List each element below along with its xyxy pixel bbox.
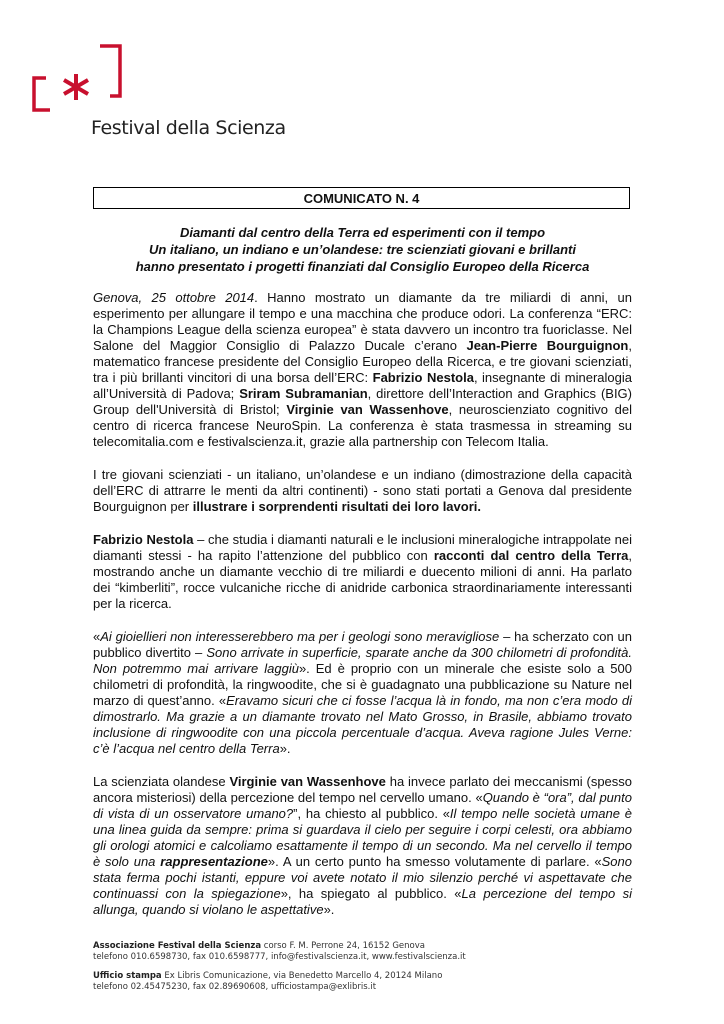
- paragraph: [93, 629, 632, 757]
- text-run: », ha spiegato al pubblico. «: [280, 886, 462, 901]
- paragraph: [93, 467, 632, 515]
- bracket-asterisk-logo-icon: [24, 40, 144, 120]
- festival-logo: [24, 40, 286, 140]
- footer-press-line: [93, 971, 513, 982]
- text-run: ”, ha chiesto al pubblico. «: [293, 806, 450, 821]
- footer-assoc-contacts: telefono 010.6598730, fax 010.6598777, info@festivalscienza.it, www.festivalscienza.it: [93, 952, 466, 962]
- paragraph: [93, 532, 632, 612]
- footer-assoc-name: Associazione Festival della Scienza: [93, 941, 262, 951]
- footer-assoc-address: corso F. M. Perrone 24, 16152 Genova: [261, 941, 425, 951]
- headline: [93, 224, 632, 275]
- text-run: Sono arrivate in superficie, sparate anche da 300 chilometri di profondità. Non potremmo mai arrivare laggiù: [93, 645, 632, 676]
- comunicato-title: COMUNICATO N. 4: [93, 187, 630, 209]
- footer-press-name: Ufficio stampa: [93, 971, 162, 981]
- text-run: Ai gioiellieri non interesserebbero ma per i geologi sono meravigliose: [100, 629, 500, 644]
- text-run: ». A un certo punto ha smesso volutamente di parlare. «: [267, 854, 602, 869]
- text-run: Virginie van Wassenhove: [229, 774, 386, 789]
- text-run: Sono stata ferma pochi istanti, eppure voi avete notato il mio silenzio perché vi aspettavate che continuassi con la spiegazione: [93, 854, 632, 901]
- text-run: La percezione del tempo si allunga, quando si violano le aspettative: [93, 886, 632, 917]
- text-run: Il tempo nelle società umane è una linea guida da sempre: prima si guardava il cielo per seguire i corpi celesti, ora abbiamo gli orologi atomici e calcoliamo esattamente il tempo di un secondo. Ma nel cervello il tempo è solo una: [93, 806, 632, 869]
- text-run: Eravamo sicuri che ci fosse l’acqua là in fondo, ma non c’era modo di dimostrarlo. Ma grazie a un diamante trovato nel Mato Grosso, in Brasile, abbiamo trovato inclusione di ringwoodite con una piccola percentuale d’acqua. Aveva ragione Jules Verne: c’è l’acqua nel centro della Terra: [93, 693, 632, 756]
- text-run: Virginie van Wassenhove: [286, 402, 449, 417]
- footer: [93, 941, 513, 993]
- footer-press-address: Ex Libris Comunicazione, via Benedetto Marcello 4, 20124 Milano: [161, 971, 443, 981]
- text-run: «: [93, 629, 101, 644]
- text-run: ».: [279, 741, 291, 756]
- text-run: Sriram Subramanian: [239, 386, 368, 401]
- footer-assoc-line: [93, 941, 513, 952]
- text-run: racconti dal centro della Terra: [433, 548, 629, 563]
- text-run: – ha scherzato con un pubblico divertito –: [93, 629, 633, 660]
- text-run: ». Ed è proprio con un minerale che esiste solo a 500 chilometri di profondità, la ringwoodite, che si è guadagnato una pubblicazione su Nature nel marzo di quest’anno. «: [93, 661, 632, 708]
- logo-text: Festival della Scienza: [91, 117, 286, 139]
- article-body: [93, 290, 632, 935]
- text-run: , matematico francese presidente del Consiglio Europeo della Ricerca, e tre giovani scienziati, tra i più brillanti vincitori di una borsa dell’ERC:: [93, 338, 632, 385]
- text-run: Fabrizio Nestola: [93, 532, 194, 547]
- headline-line-2: Un italiano, un indiano e un’olandese: tre scienziati giovani e brillanti: [149, 242, 576, 257]
- text-run: , mostrando anche un diamante vecchio di tre miliardi e duecento milioni di anni. Ha parlato dei “kimberliti”, rocce vulcaniche ricche di anidride carbonica straordinariamente interessanti per la ricerca.: [93, 548, 633, 611]
- footer-press-contacts: telefono 02.45475230, fax 02.89690608, ufficiostampa@exlibris.it: [93, 982, 377, 992]
- paragraph: [93, 290, 632, 450]
- text-run: ».: [323, 902, 335, 917]
- text-run: ha invece parlato dei meccanismi (spesso ancora misteriosi) della percezione del tempo nel cervello umano. «: [93, 774, 633, 805]
- paragraph: [93, 774, 632, 918]
- text-run: La scienziata olandese: [93, 774, 230, 789]
- text-run: . Hanno mostrato un diamante da tre miliardi di anni, un esperimento per allungare il tempo e una macchina che produce odori. La conferenza “ERC: la Champions League della scienza europea” è stata davvero un incontro tra fuoriclasse. Nel Salone del Maggior Consiglio di Palazzo Ducale c’erano: [93, 290, 632, 353]
- text-run: Jean-Pierre Bourguignon: [466, 338, 629, 353]
- headline-line-1: Diamanti dal centro della Terra ed esperimenti con il tempo: [179, 225, 546, 240]
- text-run: Genova, 25 ottobre 2014: [93, 290, 255, 305]
- headline-line-3: hanno presentato i progetti finanziati dal Consiglio Europeo della Ricerca: [135, 259, 590, 274]
- text-run: Quando è “ora”, dal punto di vista di un osservatore umano?: [93, 790, 632, 821]
- text-run: Fabrizio Nestola: [372, 370, 474, 385]
- text-run: , neuroscienziato cognitivo del centro di ricerca francese NeuroSpin. La conferenza è stata trasmessa in streaming su telecomitalia.com e festivalscienza.it, grazie alla partnership con Telecom Italia.: [93, 402, 632, 449]
- text-run: rappresentazione: [160, 854, 268, 869]
- text-run: I tre giovani scienziati - un italiano, un’olandese e un indiano (dimostrazione della capacità dell’ERC di attrarre le menti da altri continenti) - sono stati portati a Genova dal presidente Bourguignon per: [93, 467, 632, 514]
- text-run: , direttore dell’Interaction and Graphics (BIG) Group dell'Università di Bristol;: [93, 386, 632, 417]
- text-run: , insegnante di mineralogia all’Università di Padova;: [93, 370, 632, 401]
- text-run: illustrare i sorprendenti risultati dei loro lavori.: [192, 499, 481, 514]
- text-run: – che studia i diamanti naturali e le inclusioni mineralogiche intrappolate nei diamanti stessi - ha rapito l’attenzione del pubblico con: [93, 532, 632, 563]
